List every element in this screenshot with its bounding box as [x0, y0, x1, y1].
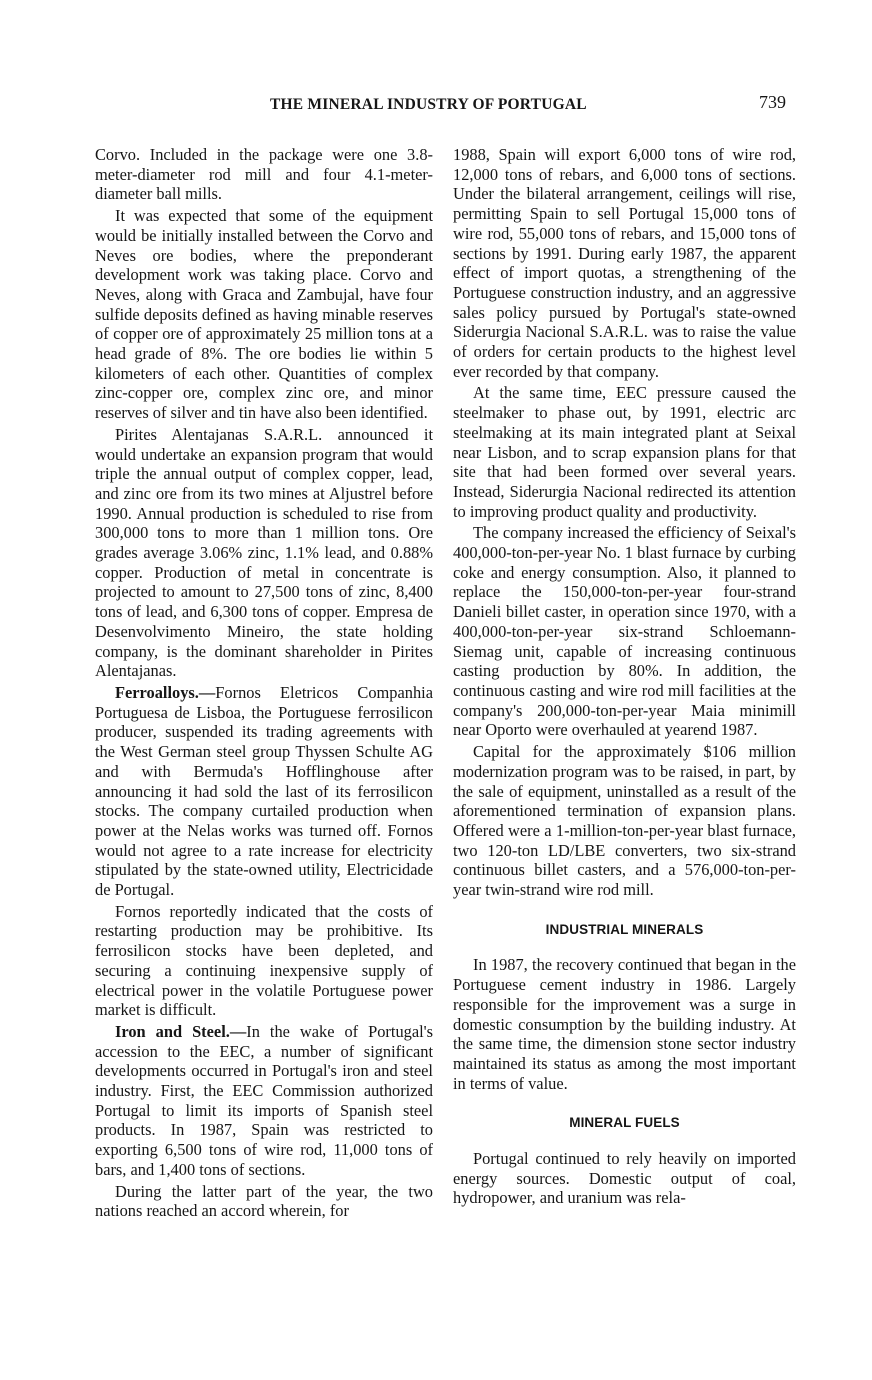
- paragraph: Fornos reportedly indicated that the costs of restarting production may be prohibitive. Its ferrosilicon stocks have been depleted, and securing a continuing inexpensive supply of electrical power in the volatile Portuguese power market is difficult.: [95, 901, 433, 1020]
- section-heading-industrial-minerals: INDUSTRIAL MINERALS: [545, 921, 704, 937]
- run-in-heading: Iron and Steel.—: [115, 1021, 247, 1041]
- paragraph: During the latter part of the year, the two nations reached an accord wherein, for: [95, 1181, 433, 1221]
- paragraph: 1988, Spain will export 6,000 tons of wire rod, 12,000 tons of rebars, and 6,000 tons of sections. Under the bilateral arrangement, ceilings will rise, permitting Spain to sell Portugal 15,000 tons of wire rod, 55,000 tons of rebars, and 15,000 tons of sections by 1991. During early 1987, the apparent effect of import quotas, a strengthening of the Portuguese construction industry, and an aggressive sales policy pursued by Portugal's state-owned Siderurgia Nacional S.A.R.L. was to raise the value of orders for certain products to the highest level ever recorded by that company.: [453, 145, 796, 381]
- paragraph: Ferroalloys.—Fornos Eletricos Companhia Portuguesa de Lisboa, the Portuguese ferrosilicon producer, suspended its trading agreements with the West German steel group Thyssen Schulte AG and with Bermuda's Hofflinghouse after announcing it had sold the last of its ferrosilicon stocks. The company curtailed production when power at the Nelas works was turned off. Fornos would not agree to a rate increase for electricity stipulated by the state-owned utility, Electricidade de Portugal.: [95, 682, 433, 900]
- paragraph: In 1987, the recovery continued that began in the Portuguese cement industry in 1986. Largely responsible for the improvement was a surge in domestic consumption by the building industry. At the same time, the dimension stone sector industry maintained its status as among the most important in terms of value.: [453, 955, 796, 1093]
- left-column: [95, 145, 433, 1223]
- section-heading-mineral-fuels: MINERAL FUELS: [569, 1115, 680, 1131]
- paragraph: Capital for the approximately $106 million modernization program was to be raised, in part, by the sale of equipment, uninstalled as a result of the aforementioned termination of expansion plans. Offered were a 1-million-ton-per-year blast furnace, two 120-ton LD/LBE converters, two six-strand continuous billet casters, and a 576,000-ton-per-year twin-strand wire rod mill.: [453, 742, 796, 900]
- paragraph: Portugal continued to rely heavily on imported energy sources. Domestic output of coal, hydropower, and uranium was rela-: [453, 1149, 796, 1208]
- running-head: THE MINERAL INDUSTRY OF PORTUGAL: [270, 96, 587, 113]
- paragraph: Corvo. Included in the package were one 3.8-meter-diameter rod mill and four 4.1-meter-diameter ball mills.: [95, 145, 433, 204]
- paragraph: Pirites Alentajanas S.A.R.L. announced it would undertake an expansion program that would triple the annual output of complex copper, lead, and zinc ore from its two mines at Aljustrel before 1990. Annual production is scheduled to rise from 300,000 tons to more than 1 million tons. Ore grades average 3.06% zinc, 1.1% lead, and 0.88% copper. Production of metal in concentrate is projected to amount to 27,500 tons of zinc, 8,400 tons of lead, and 6,300 tons of copper. Empresa de Desenvolvimento Mineiro, the state holding company, is the dominant shareholder in Pirites Alentajanas.: [95, 424, 433, 681]
- run-in-heading: Ferroalloys.—: [115, 682, 216, 702]
- paragraph: At the same time, EEC pressure caused the steelmaker to phase out, by 1991, electric arc steelmaking at its main integrated plant at Seixal near Lisbon, and to scrap expansion plans for that site that had been formed over several years. Instead, Siderurgia Nacional redirected its attention to improving product quality and productivity.: [453, 383, 796, 521]
- paragraph: It was expected that some of the equipment would be initially installed between the Corvo and Neves ore bodies, where the preponderant development work was taking place. Corvo and Neves, along with Graca and Zambujal, have four sulfide deposits defined as having minable reserves of copper ore of approximately 25 million tons at a head grade of 8%. The ore bodies lie within 5 kilometers of each other. Quantities of complex zinc-copper ore, complex zinc ore, and minor reserves of silver and tin have also been identified.: [95, 206, 433, 423]
- page-number: 739: [759, 92, 786, 112]
- paragraph: Iron and Steel.—In the wake of Portugal's accession to the EEC, a number of significant developments occurred in Portugal's iron and steel industry. First, the EEC Commission authorized Portugal to limit its imports of Spanish steel products. In 1987, Spain was restricted to exporting 6,500 tons of wire rod, 11,000 tons of bars, and 1,400 tons of sections.: [95, 1021, 433, 1179]
- right-column: [453, 145, 796, 1210]
- paragraph: The company increased the efficiency of Seixal's 400,000-ton-per-year No. 1 blast furnace by curbing coke and energy consumption. Also, it planned to replace the 150,000-ton-per-year four-strand Danieli billet caster, in operation since 1970, with a 400,000-ton-per-year six-strand Schloemann-Siemag unit, capable of increasing continuous casting production by 80%. In addition, the continuous casting and wire rod mill facilities at the company's 200,000-ton-per-year Maia minimill near Oporto were overhauled at yearend 1987.: [453, 523, 796, 740]
